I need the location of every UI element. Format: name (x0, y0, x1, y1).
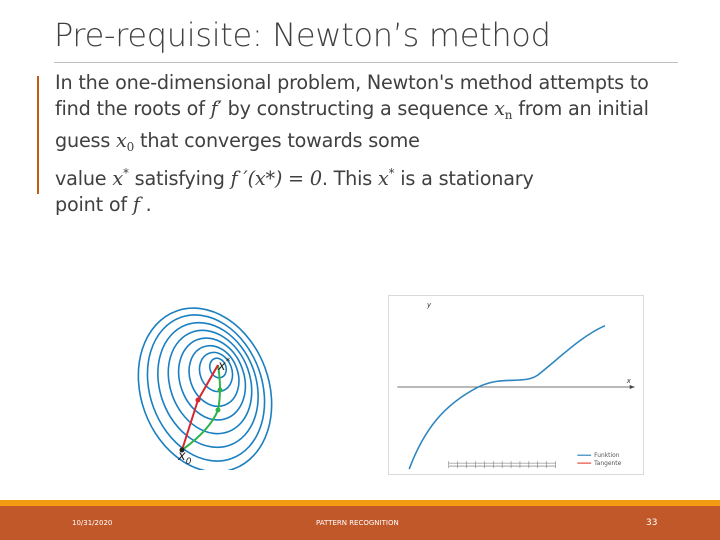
slide-title: Pre-requisite: Newton’s method (54, 16, 551, 54)
gradient-step-1 (216, 408, 221, 413)
bullet-line-1: In the one-dimensional problem, Newton's method attempts to (55, 71, 649, 94)
footer-course: PATTERN RECOGNITION (316, 519, 399, 527)
newton-path (182, 365, 218, 450)
title-divider (54, 62, 678, 63)
gradient-step-2 (218, 388, 223, 393)
x-star-label: x* (218, 357, 231, 374)
bullet-line-4: value x* satisfying f ′(x*) = 0. This x* is a stationary (55, 166, 534, 190)
bullet-line-3: guess $x_0$ that converges towards some (55, 129, 420, 154)
y-axis-label: y (427, 300, 432, 309)
ruler-ticks (449, 461, 556, 468)
bullet-text (55, 70, 695, 218)
x0-label: $x_0$ (178, 449, 192, 467)
bullet-line-5: point of f . (55, 193, 152, 216)
footer-page-number: 33 (646, 518, 658, 528)
x-axis-label: x (626, 377, 631, 386)
bullet-marker (37, 76, 47, 194)
bullet-line-2: find the roots of f′ by constructing a sequence $x_n$ from an initial (55, 97, 649, 122)
x-axis-arrow (630, 385, 635, 389)
contour-lines (130, 290, 294, 470)
legend-label-function: Funktion (594, 452, 620, 460)
function-plot (388, 295, 644, 475)
legend-label-tangent: Tangente (594, 460, 622, 468)
footer-date: 10/31/2020 (72, 519, 113, 527)
function-curve (409, 326, 605, 469)
footer-bar (0, 506, 720, 540)
contour-figure (130, 290, 310, 470)
newton-step-1 (196, 398, 201, 403)
